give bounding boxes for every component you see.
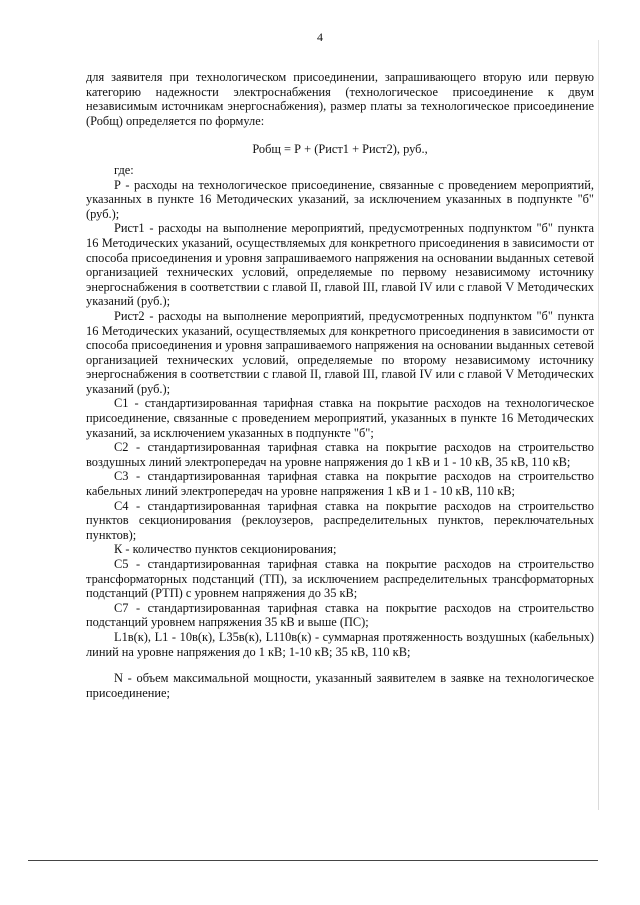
definition-l: L1в(к), L1 - 10в(к), L35в(к), L110в(к) - суммарная протяженность воздушных (кабельных) линий на уровне напряжения до 1 кВ; 1-10 кВ; 35 кВ, 110 кВ;: [86, 629, 594, 659]
definition-c2: С2 - стандартизированная тарифная ставка на покрытие расходов на строительство воздушных линий электропередач на уровне напряжения до 1 кВ и 1 - 10 кВ, 35 кВ, 110 кВ;: [86, 440, 594, 469]
definition-c7: С7 - стандартизированная тарифная ставка на покрытие расходов на строительство подстанций уровнем напряжения 35 кВ и выше (ПС);: [86, 600, 594, 630]
intro-paragraph: для заявителя при технологическом присоединении, запрашивающего вторую или первую категорию надежности электроснабжения (технологическое присоединение к двум независимым источникам энергоснабжения), размер платы за технологическое присоединение (Робщ) определяется по формуле:: [86, 70, 594, 128]
formula: Робщ = Р + (Рист1 + Рист2), руб.,: [252, 142, 428, 157]
scan-edge-line: [598, 40, 599, 810]
document-body: [86, 70, 594, 700]
definition-c1: С1 - стандартизированная тарифная ставка на покрытие расходов на технологическое присоединение, связанные с проведением мероприятий, указанных в пункте 16 Методических указаний, за исключением указанных в подпункте "б";: [86, 396, 594, 440]
where-label: где:: [114, 162, 134, 177]
definition-p: Р - расходы на технологическое присоединение, связанные с проведением мероприятий, указанных в пункте 16 Методических указаний, за исключением указанных в подпункте "б" (руб.);: [86, 177, 594, 221]
definition-n: N - объем максимальной мощности, указанный заявителем в заявке на технологическое присоединение;: [86, 671, 594, 700]
definition-c3: С3 - стандартизированная тарифная ставка на покрытие расходов на строительство кабельных линий электропередач на уровне напряжения 1 кВ и 1 - 10 кВ, 110 кВ;: [86, 469, 594, 499]
definition-rist1: Рист1 - расходы на выполнение мероприятий, предусмотренных подпунктом "б" пункта 16 Методических указаний, осуществляемых для конкретного присоединения в зависимости от способа присоединения и уровня запрашиваемого напряжения на основании выданных сетевой организацией технических условий, определяемые по первому независимому источнику энергоснабжения в соответствии с главой II, главой III, главой IV или с главой V Методических указаний (руб.);: [86, 221, 594, 309]
page-number: 4: [317, 30, 323, 44]
definition-rist2: Рист2 - расходы на выполнение мероприятий, предусмотренных подпунктом "б" пункта 16 Методических указаний, осуществляемых для конкретного присоединения в зависимости от способа присоединения и уровня запрашиваемого напряжения на основании выданных сетевой организацией технических условий, определяемые по второму независимому источнику энергоснабжения в соответствии с главой II, главой III, главой IV или с главой V Методических указаний (руб.);: [86, 308, 594, 396]
spacer: [86, 659, 594, 671]
bottom-rule: [28, 860, 598, 861]
definition-c5: С5 - стандартизированная тарифная ставка на покрытие расходов на строительство трансформаторных подстанций (ТП), за исключением распределительных трансформаторных подстанций (РТП) с уровнем напряжения до 35 кВ;: [86, 557, 594, 601]
definition-k: К - количество пунктов секционирования;: [114, 542, 337, 557]
definition-c4: С4 - стандартизированная тарифная ставка на покрытие расходов на строительство пунктов секционирования (реклоузеров, распределительных пунктов, переключательных пунктов);: [86, 498, 594, 542]
